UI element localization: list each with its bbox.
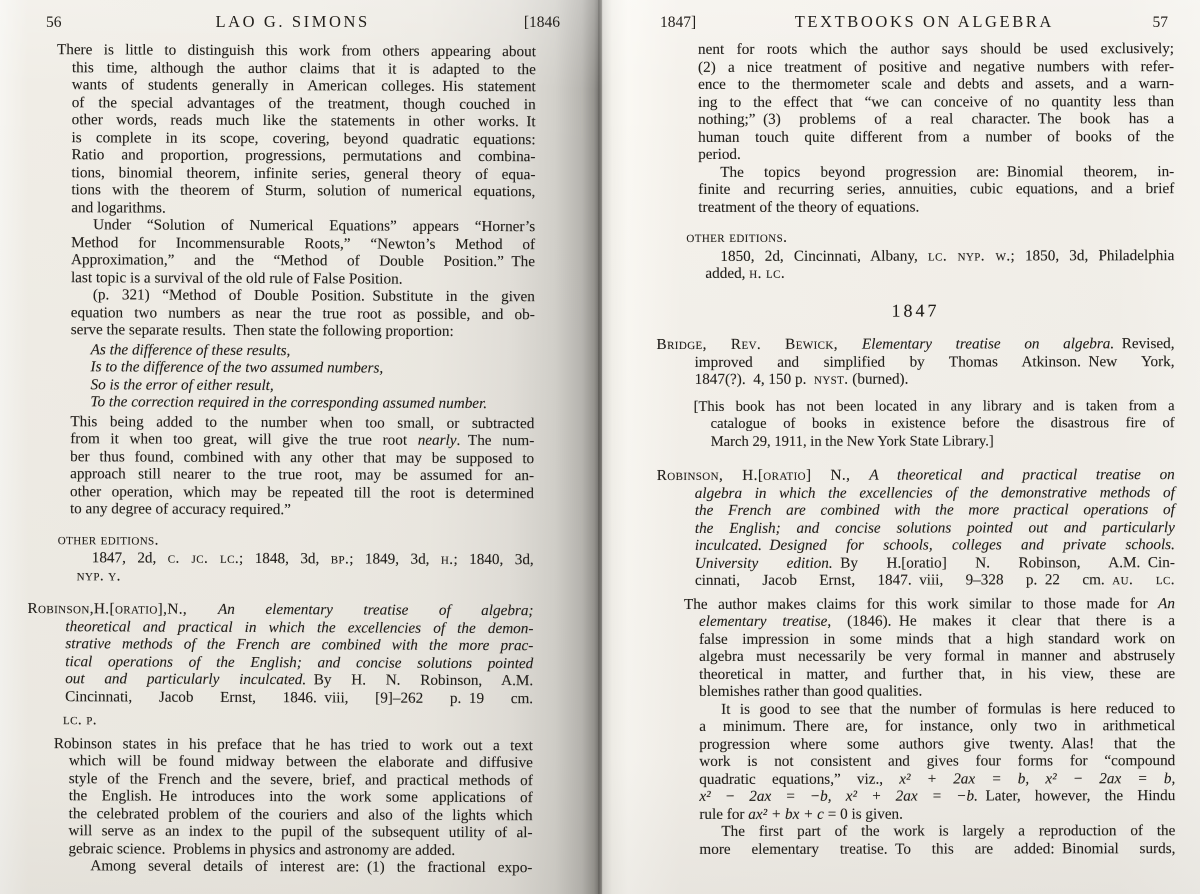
- text-line: [68, 857, 532, 877]
- text-segment: rule for: [699, 805, 749, 823]
- text-segment: ber thus found, combined with any other that may be supposed to: [70, 447, 535, 467]
- text-segment: this time, although the author claims that it is adapted to the: [71, 58, 536, 78]
- text-segment: period.: [698, 145, 741, 163]
- commentary-paragraph: [56, 41, 536, 218]
- text-segment: nearly: [417, 431, 457, 449]
- text-segment: 1847(?). 4, 150 p.: [694, 370, 814, 388]
- text-line: [698, 198, 1174, 216]
- text-line: [711, 433, 1175, 451]
- text-segment: the French are combined with the more practical operations of: [694, 501, 1175, 519]
- text-line: [695, 353, 1175, 371]
- text-segment: is complete in its scope, covering, beyond quadratic equations:: [71, 128, 536, 148]
- text-segment: Method for Incommensurable Roots,” “Newton’s Method of: [71, 233, 536, 253]
- text-line: [65, 618, 533, 638]
- text-segment: false impression in some minds that a high standard work on: [699, 629, 1176, 648]
- text-line: [699, 612, 1175, 630]
- text-segment: As the difference of these results,: [90, 340, 291, 359]
- text-segment: ; 1850, 3d, Philadelphia: [1010, 246, 1175, 264]
- text-segment: inculcated. Designed for schools, colleges and private schools.: [694, 536, 1175, 554]
- text-segment: ax² + bx + c: [748, 805, 824, 823]
- text-segment: and logarithms.: [71, 198, 166, 217]
- commentary-paragraph: [71, 286, 535, 341]
- text-segment: The topics beyond progression are: Binomial theorem, in-: [720, 162, 1175, 181]
- text-line: [656, 302, 1174, 320]
- other-editions-heading: [58, 531, 534, 551]
- text-line: [69, 770, 533, 790]
- text-line: [70, 500, 534, 520]
- text-line: [711, 415, 1175, 433]
- text-segment: Elementary treatise on algebra.: [861, 335, 1115, 353]
- text-line: [72, 76, 536, 96]
- text-segment: This being added to the number when too small, or subtracted: [70, 412, 535, 432]
- text-line: [695, 370, 1175, 388]
- text-segment: tical operations of the English; and concise solutions pointed: [65, 652, 534, 672]
- text-segment: wants of students generally in American colleges. His statement: [71, 76, 536, 96]
- text-segment: nyp. y.: [76, 566, 121, 584]
- text-segment: c. jc. lc.: [167, 549, 240, 567]
- text-line: [699, 717, 1175, 735]
- text-line: [27, 599, 534, 620]
- text-segment: An elementary treatise of algebra;: [217, 600, 534, 620]
- text-segment: ; 1848, 3d,: [239, 549, 331, 568]
- text-line: [699, 735, 1175, 753]
- text-segment: strative methods of the French are combined with the more prac-: [65, 635, 534, 655]
- text-line: [699, 700, 1175, 718]
- text-segment: 1847: [891, 300, 940, 321]
- text-line: [63, 711, 533, 731]
- text-line: [693, 397, 1175, 416]
- text-line: [656, 335, 1175, 353]
- text-line: [698, 93, 1174, 111]
- text-segment: out and particularly inculcated.: [65, 670, 307, 689]
- text-segment: (burned).: [848, 370, 909, 388]
- text-line: [698, 40, 1174, 58]
- text-line: [698, 180, 1174, 198]
- text-segment: ing to the effect that “we can conceive of no quantity less than: [698, 92, 1175, 111]
- text-segment: , (1846). He makes it clear that there is a: [827, 612, 1176, 630]
- text-line: [705, 264, 1174, 282]
- text-line: [71, 269, 535, 289]
- right-edge-year: 1847]: [660, 14, 697, 31]
- text-segment: to any degree of accuracy required.”: [69, 500, 291, 519]
- text-segment: other editions.: [57, 530, 159, 549]
- text-line: [699, 805, 1175, 823]
- text-segment: work is not consistent and gives four forms for “compound: [699, 752, 1176, 770]
- text-segment: elementary treatise: [698, 612, 828, 630]
- text-segment: By H. N. Robinson, A.M.: [306, 671, 534, 690]
- text-segment: gebraic science. Problems in physics and astronomy are added.: [68, 839, 456, 859]
- text-line: [71, 321, 535, 341]
- text-segment: Ratio and proportion, progressions, permutations and combina-: [71, 146, 536, 166]
- text-segment: Bridge, Rev. Bewick,: [656, 335, 863, 353]
- text-line: [71, 286, 535, 306]
- text-line: [72, 111, 536, 131]
- text-segment: Is to the difference of the two assumed numbers,: [90, 358, 384, 377]
- text-segment: theoretical and practical in which the excellencies of the demon-: [65, 617, 534, 637]
- right-page-header: [650, 12, 1174, 32]
- text-line: [699, 822, 1175, 840]
- text-line: [70, 448, 534, 468]
- text-line: [90, 393, 534, 412]
- commentary-paragraph: [70, 413, 534, 520]
- text-line: [698, 145, 1174, 163]
- text-line: [70, 465, 534, 485]
- text-line: [69, 805, 533, 825]
- text-line: [70, 483, 534, 503]
- page-body-right: [656, 40, 1175, 858]
- text-segment: nent for roots which the author says should be used exclusively;: [697, 40, 1175, 58]
- text-segment: March 29, 1911, in the New York State Library.]: [710, 432, 994, 450]
- text-segment: finite and recurring series, annuities, cubic equations, and a brief: [698, 180, 1175, 198]
- text-line: [71, 251, 535, 271]
- text-line: [71, 216, 535, 236]
- text-segment: Among several details of interest are: (1) the fractional expo-: [90, 857, 533, 877]
- text-line: [58, 531, 534, 551]
- section-year-heading: [656, 302, 1174, 320]
- commentary-paragraph: [699, 822, 1175, 858]
- left-running-header: LAO G. SIMONS: [215, 12, 370, 31]
- text-line: [699, 840, 1175, 858]
- text-segment: tions, binomial theorem, infinite series, general theory of equa-: [71, 163, 536, 183]
- text-segment: bp.: [330, 550, 350, 568]
- text-segment: nothing;” (3) problems of a real character. The book has a: [698, 110, 1175, 128]
- text-segment: ; 1840, 3d,: [453, 550, 534, 569]
- text-segment: = 0 is given.: [823, 805, 903, 823]
- other-editions-heading: [686, 228, 1174, 246]
- text-segment: other editions.: [686, 228, 788, 246]
- text-line: [695, 571, 1175, 589]
- text-line: [72, 129, 536, 149]
- text-line: [699, 630, 1175, 648]
- text-line: [695, 519, 1175, 537]
- text-segment: the English. He introduces into the work some applications of: [68, 787, 533, 807]
- bracketed-note: [693, 397, 1175, 451]
- text-segment: lc. p.: [63, 711, 98, 729]
- text-segment: ; 1849, 3d,: [349, 550, 441, 568]
- library-codes: [63, 711, 533, 731]
- right-running-header: TEXTBOOKS ON ALGEBRA: [794, 12, 1054, 31]
- text-line: [71, 181, 535, 201]
- text-segment: from it when too great, will give the true root: [70, 430, 418, 449]
- text-segment: The author makes claims for this work similar to those made for: [683, 594, 1159, 613]
- text-segment: quadratic equations,” viz.,: [699, 770, 900, 788]
- text-segment: au. lc.: [1112, 571, 1175, 589]
- text-line: [72, 94, 536, 114]
- bibliography-entry: [656, 335, 1175, 388]
- editions-list: [705, 247, 1174, 283]
- text-segment: (2) a nice treatment of positive and negative numbers with refer-: [698, 57, 1175, 76]
- text-segment: [This book has not been located in any library and is taken from a: [693, 397, 1175, 415]
- text-line: [56, 41, 536, 61]
- text-line: [698, 75, 1174, 93]
- text-line: [71, 164, 535, 184]
- text-line: [69, 752, 533, 772]
- text-segment: human touch quite different from a number of books of the: [698, 127, 1175, 146]
- text-segment: It is good to see that the number of formulas is here reduced to: [721, 699, 1176, 718]
- text-segment: serve the separate results. Then state the following proportion:: [70, 321, 454, 340]
- text-segment: treatment of the theory of equations.: [698, 198, 920, 216]
- text-line: [91, 341, 535, 360]
- text-line: [699, 787, 1175, 805]
- left-page-header: [30, 12, 560, 32]
- text-line: [695, 501, 1175, 519]
- text-segment: Robinson, H.[oratio] N.,: [656, 466, 870, 484]
- text-segment: will serve as an index to the pupil of the subsequent utility of al-: [68, 822, 533, 842]
- text-segment: x² + 2ax = b, x² − 2ax = b,: [899, 769, 1176, 788]
- text-segment: . The num-: [456, 431, 535, 450]
- text-segment: of the special advantages of the treatment, though couched in: [71, 93, 536, 113]
- text-line: [695, 554, 1175, 572]
- text-segment: Cincinnati, Jacob Ernst, 1846. viii, [9]–262 p. 19 cm.: [65, 687, 534, 707]
- text-segment: style of the French and the severe, brief, and practical methods of: [68, 769, 533, 789]
- text-line: [705, 247, 1174, 265]
- text-segment: An: [1158, 594, 1175, 612]
- bibliography-entry: [27, 599, 534, 707]
- text-segment: improved and simplified by Thomas Atkinson. New York,: [694, 352, 1175, 371]
- text-line: [53, 734, 533, 755]
- text-line: [70, 430, 534, 450]
- text-line: [90, 376, 534, 395]
- text-segment: theoretical in matter, and further that, in his view, these are: [699, 664, 1176, 683]
- text-line: [698, 163, 1174, 181]
- right-page-number: 57: [1152, 14, 1168, 31]
- text-line: [65, 688, 533, 708]
- commentary-paragraph: [698, 40, 1174, 163]
- text-line: [695, 536, 1175, 554]
- text-line: [71, 304, 535, 324]
- text-line: [656, 466, 1175, 484]
- text-segment: approach still nearer to the true root, may be assumed for an-: [70, 465, 535, 485]
- text-segment: h. lc.: [749, 264, 786, 282]
- text-line: [65, 653, 533, 673]
- text-segment: Under “Solution of Numerical Equations” appears “Horner’s: [93, 216, 536, 236]
- text-segment: Robinson states in his preface that he has tried to work out a text: [53, 734, 533, 754]
- text-segment: lc. nyp. w.: [927, 246, 1011, 265]
- text-segment: Later, however, the Hindu: [977, 787, 1176, 805]
- text-segment: The first part of the work is largely a reproduction of the: [721, 822, 1176, 840]
- text-segment: Robinson,H.[oratio],N.,: [27, 599, 219, 618]
- text-line: [68, 840, 532, 860]
- text-segment: h.: [440, 550, 454, 568]
- text-segment: To the correction required in the corresponding assumed number.: [90, 393, 488, 412]
- text-segment: the English; and concise solutions pointed out and particularly: [694, 518, 1175, 537]
- text-segment: x² − 2ax = −b, x² + 2ax = −b.: [699, 787, 978, 805]
- text-line: [71, 234, 535, 254]
- text-segment: By H.[oratio] N. Robinson, A.M. Cin-: [832, 553, 1175, 572]
- text-segment: (p. 321) “Method of Double Position. Substitute in the given: [92, 286, 535, 306]
- text-line: [698, 128, 1174, 146]
- text-line: [69, 787, 533, 807]
- text-line: [698, 110, 1174, 128]
- text-segment: 1850, 2d, Cincinnati, Albany,: [720, 247, 928, 265]
- page-body-left: [26, 41, 536, 877]
- text-segment: cinnati, Jacob Ernst, 1847. viii, 9–328 p. 22 cm.: [694, 571, 1113, 589]
- left-edge-year: [1846: [523, 14, 560, 31]
- text-line: [77, 567, 534, 586]
- text-segment: blemishes rather than good qualities.: [699, 682, 923, 700]
- text-segment: a minimum. There are, for instance, only two in arithmetical: [699, 717, 1176, 735]
- commentary-paragraph: [71, 216, 535, 288]
- text-segment: algebra in which the excellencies of the demonstrative methods of: [694, 483, 1175, 502]
- text-line: [699, 647, 1175, 665]
- text-line: [91, 358, 535, 377]
- text-segment: algebra must necessarily be very formal in manner and abstrusely: [699, 647, 1176, 665]
- text-segment: which will be found midway between the elaborate and diffusive: [68, 752, 533, 772]
- text-line: [72, 59, 536, 79]
- text-segment: ence to the thermometer scale and debts and assets, and a warn-: [698, 75, 1175, 93]
- text-line: [699, 770, 1175, 788]
- text-segment: Approximation,” and the “Method of Double Position.” The: [71, 251, 536, 271]
- text-segment: other words, reads much like the statements in other works. It: [71, 111, 536, 131]
- text-line: [698, 58, 1174, 76]
- text-line: [71, 199, 535, 219]
- text-segment: other operation, which may be repeated till the root is determined: [69, 482, 535, 502]
- spine-gutter-shadow: [598, 0, 602, 894]
- text-segment: the celebrated problem of the couriers and also of the lights which: [68, 804, 533, 824]
- text-segment: 1847, 2d,: [91, 549, 168, 567]
- text-segment: Revised,: [1114, 335, 1175, 353]
- text-segment: There is little to distinguish this work from others appearing about: [56, 41, 536, 61]
- text-segment: added,: [705, 264, 750, 282]
- text-segment: progression where some authors give twenty. Alas! that the: [699, 734, 1176, 753]
- text-segment: more elementary treatise. To this are added: Binomial surds,: [699, 839, 1176, 858]
- text-segment: tions with the theorem of Sturm, solution of numerical equations,: [71, 181, 536, 201]
- text-segment: catalogue of books in existence before the disastrous fire of: [710, 415, 1175, 432]
- text-segment: So is the error of either result,: [90, 375, 274, 394]
- text-line: [699, 682, 1175, 700]
- text-line: [699, 665, 1175, 683]
- commentary-paragraph: [699, 700, 1175, 823]
- commentary-paragraph: [683, 594, 1176, 701]
- text-line: [69, 822, 533, 842]
- text-line: [65, 635, 533, 655]
- left-page-number: 56: [46, 14, 62, 31]
- quoted-proportion: [90, 341, 534, 413]
- text-line: [65, 670, 533, 690]
- text-line: [699, 752, 1175, 770]
- commentary-paragraph: [53, 734, 533, 860]
- text-line: [77, 549, 534, 568]
- bibliography-entry: [656, 466, 1175, 589]
- commentary-paragraph: [698, 163, 1174, 216]
- text-segment: equation two numbers as near the true root as possible, and ob-: [70, 303, 535, 323]
- text-line: [686, 228, 1174, 246]
- text-segment: last topic is a survival of the old rule of False Position.: [70, 268, 403, 288]
- text-line: [70, 413, 534, 433]
- text-line: [695, 484, 1175, 502]
- commentary-paragraph: [68, 857, 532, 877]
- text-segment: nyst.: [813, 370, 849, 388]
- text-segment: A theoretical and practical treatise on: [869, 466, 1175, 484]
- text-line: [683, 594, 1175, 613]
- editions-list: [77, 549, 534, 586]
- text-segment: University edition.: [694, 554, 833, 572]
- text-line: [71, 146, 535, 166]
